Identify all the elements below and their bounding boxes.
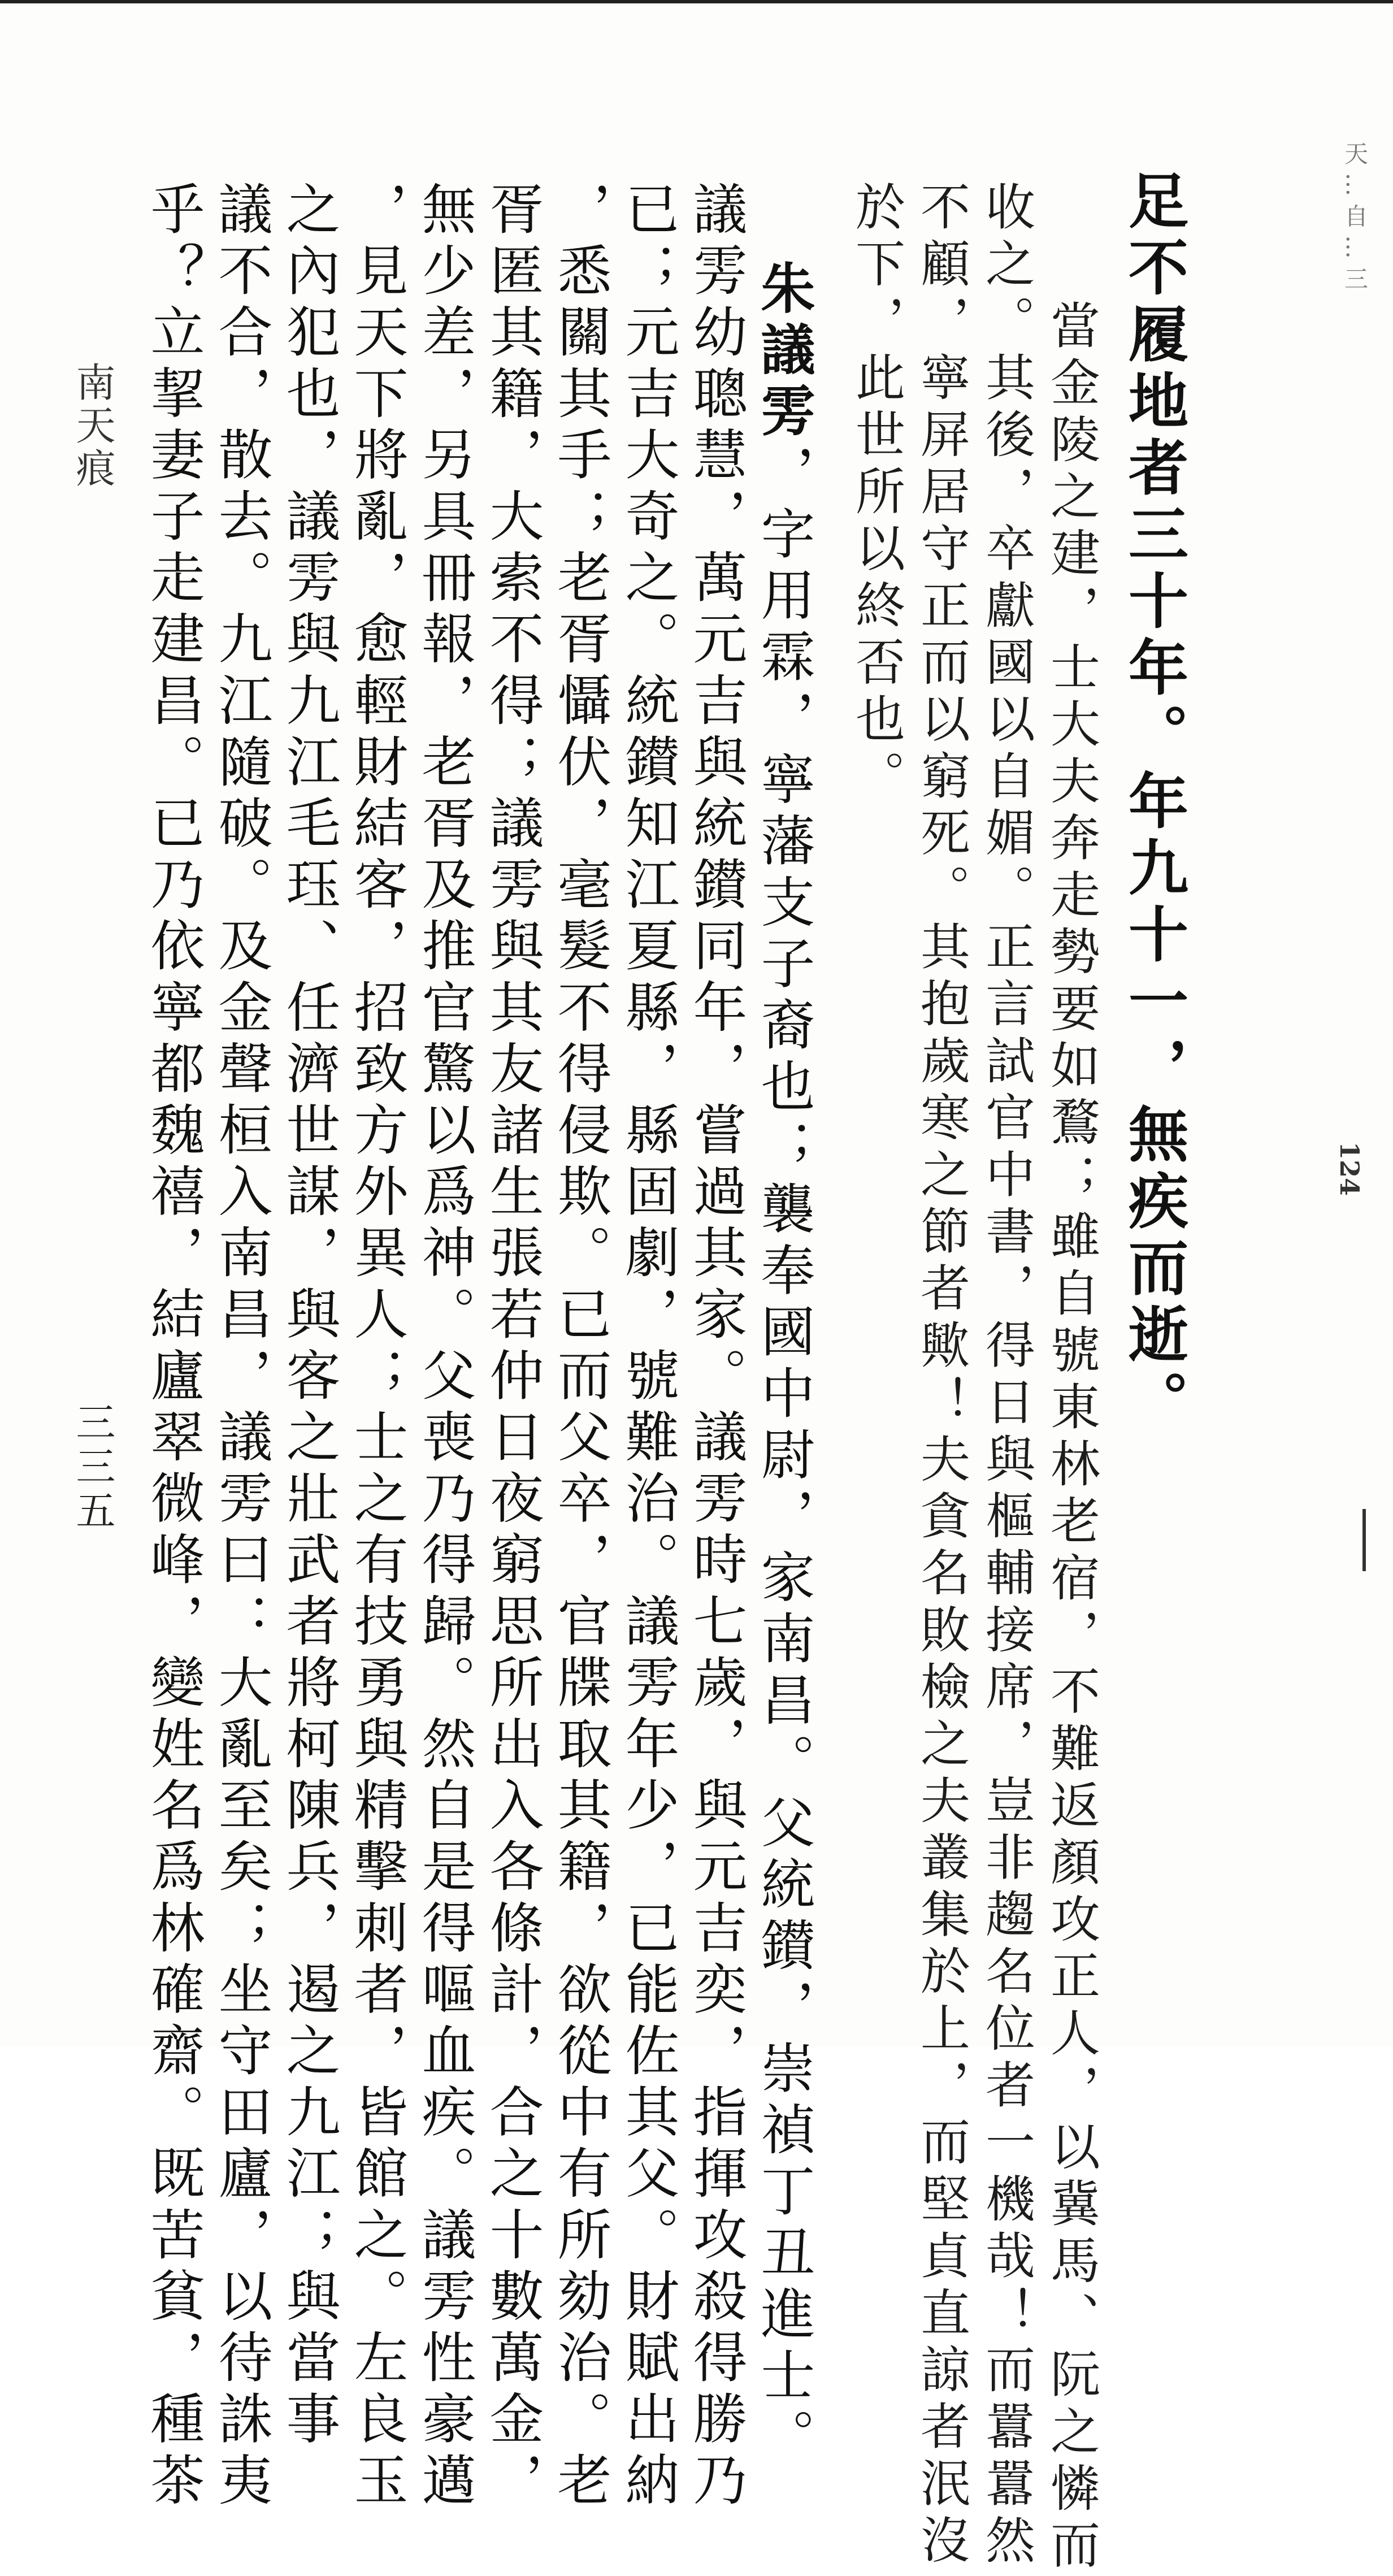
page-number: 三三五: [70, 1402, 116, 1534]
paragraph-2-line-2: 議雱幼聰慧，萬元吉與統鑚同年，嘗過其家。議雱時七歲，與元吉奕，指揮攻殺得勝乃: [684, 181, 748, 2513]
paragraph-1-line-2: 收之。其後，卒獻國以自媚。正言試官中書，得日與樞輔接席，豈非趨名位者一機哉！而囂囂然: [978, 181, 1036, 2571]
paragraph-2-line-6: 無少差，另具冊報，老胥及推官驚以爲神。父喪乃得歸。然自是得嘔血疾。議雱性豪邁: [413, 181, 476, 2513]
paragraph-2-line-8: 之內犯也，議雱與九江毛珏、任濟世謀，與客之壯武者將柯陳兵，遏之九江；與當事: [277, 181, 341, 2452]
paragraph-2-line-5: 胥匿其籍，大索不得；議雱與其友諸生張若仲日夜窮思所出入各條計，合之十數萬金，: [481, 181, 544, 2513]
paragraph-1-line-3: 不顧，寧屏居守正而以窮死。其抱歲寒之節者歟！夫貪名敗檢之夫叢集於上，而堅貞直諒者泯沒: [913, 181, 971, 2571]
paragraph-2-line-9: 議不合，散去。九江隨破。及金聲桓入南昌，議雱曰：大亂至矣；坐守田廬，以待誅夷: [210, 181, 273, 2513]
margin-folio-number: 124: [1334, 1142, 1365, 1196]
margin-scan-marks: 天 … 自 … 三: [1341, 141, 1369, 290]
paragraph-2-line-1: [752, 260, 816, 2470]
paragraph-2-line-4: ，悉關其手；老胥懾伏，毫髮不得侵欺。已而父卒，官牒取其籍，欲從中有所劾治。老: [549, 181, 612, 2513]
paragraph-2-line-10: 乎？立挈妻子走建昌。已乃依寧都魏禧，結廬翠微峰，變姓名爲林確齋。既苦貧，種茶: [142, 181, 205, 2513]
paragraph-2-line-7: ，見天下將亂，愈輕財結客，招致方外異人；士之有技勇與精擊刺者，皆館之。左良玉: [345, 181, 409, 2513]
section-heading: 足不履地者三十年。年九十一，無疾而逝。: [1119, 170, 1190, 1437]
top-border-rule: [0, 0, 1393, 3]
margin-tick-mark: [1362, 1509, 1366, 1571]
paragraph-1-line-4: 於下，此世所以終否也。: [848, 181, 906, 807]
book-title-footer: 南天痕: [70, 362, 116, 491]
paragraph-2-line-1-text: ，字用霖，寧藩支子裔也；襲奉國中尉，家南昌。父統鑚，崇禎丁丑進士。: [752, 444, 815, 2470]
person-name: 朱議雱: [752, 260, 816, 444]
paragraph-1-line-1: 當金陵之建，士大夫奔走勢要如鶩；雖自號東林老宿，不難返顏攻正人，以冀馬、阮之憐而: [1043, 300, 1101, 2576]
paragraph-2-line-3: 已；元吉大奇之。統鑚知江夏縣，縣固劇，號難治。議雱年少，已能佐其父。財賦出納: [617, 181, 680, 2513]
